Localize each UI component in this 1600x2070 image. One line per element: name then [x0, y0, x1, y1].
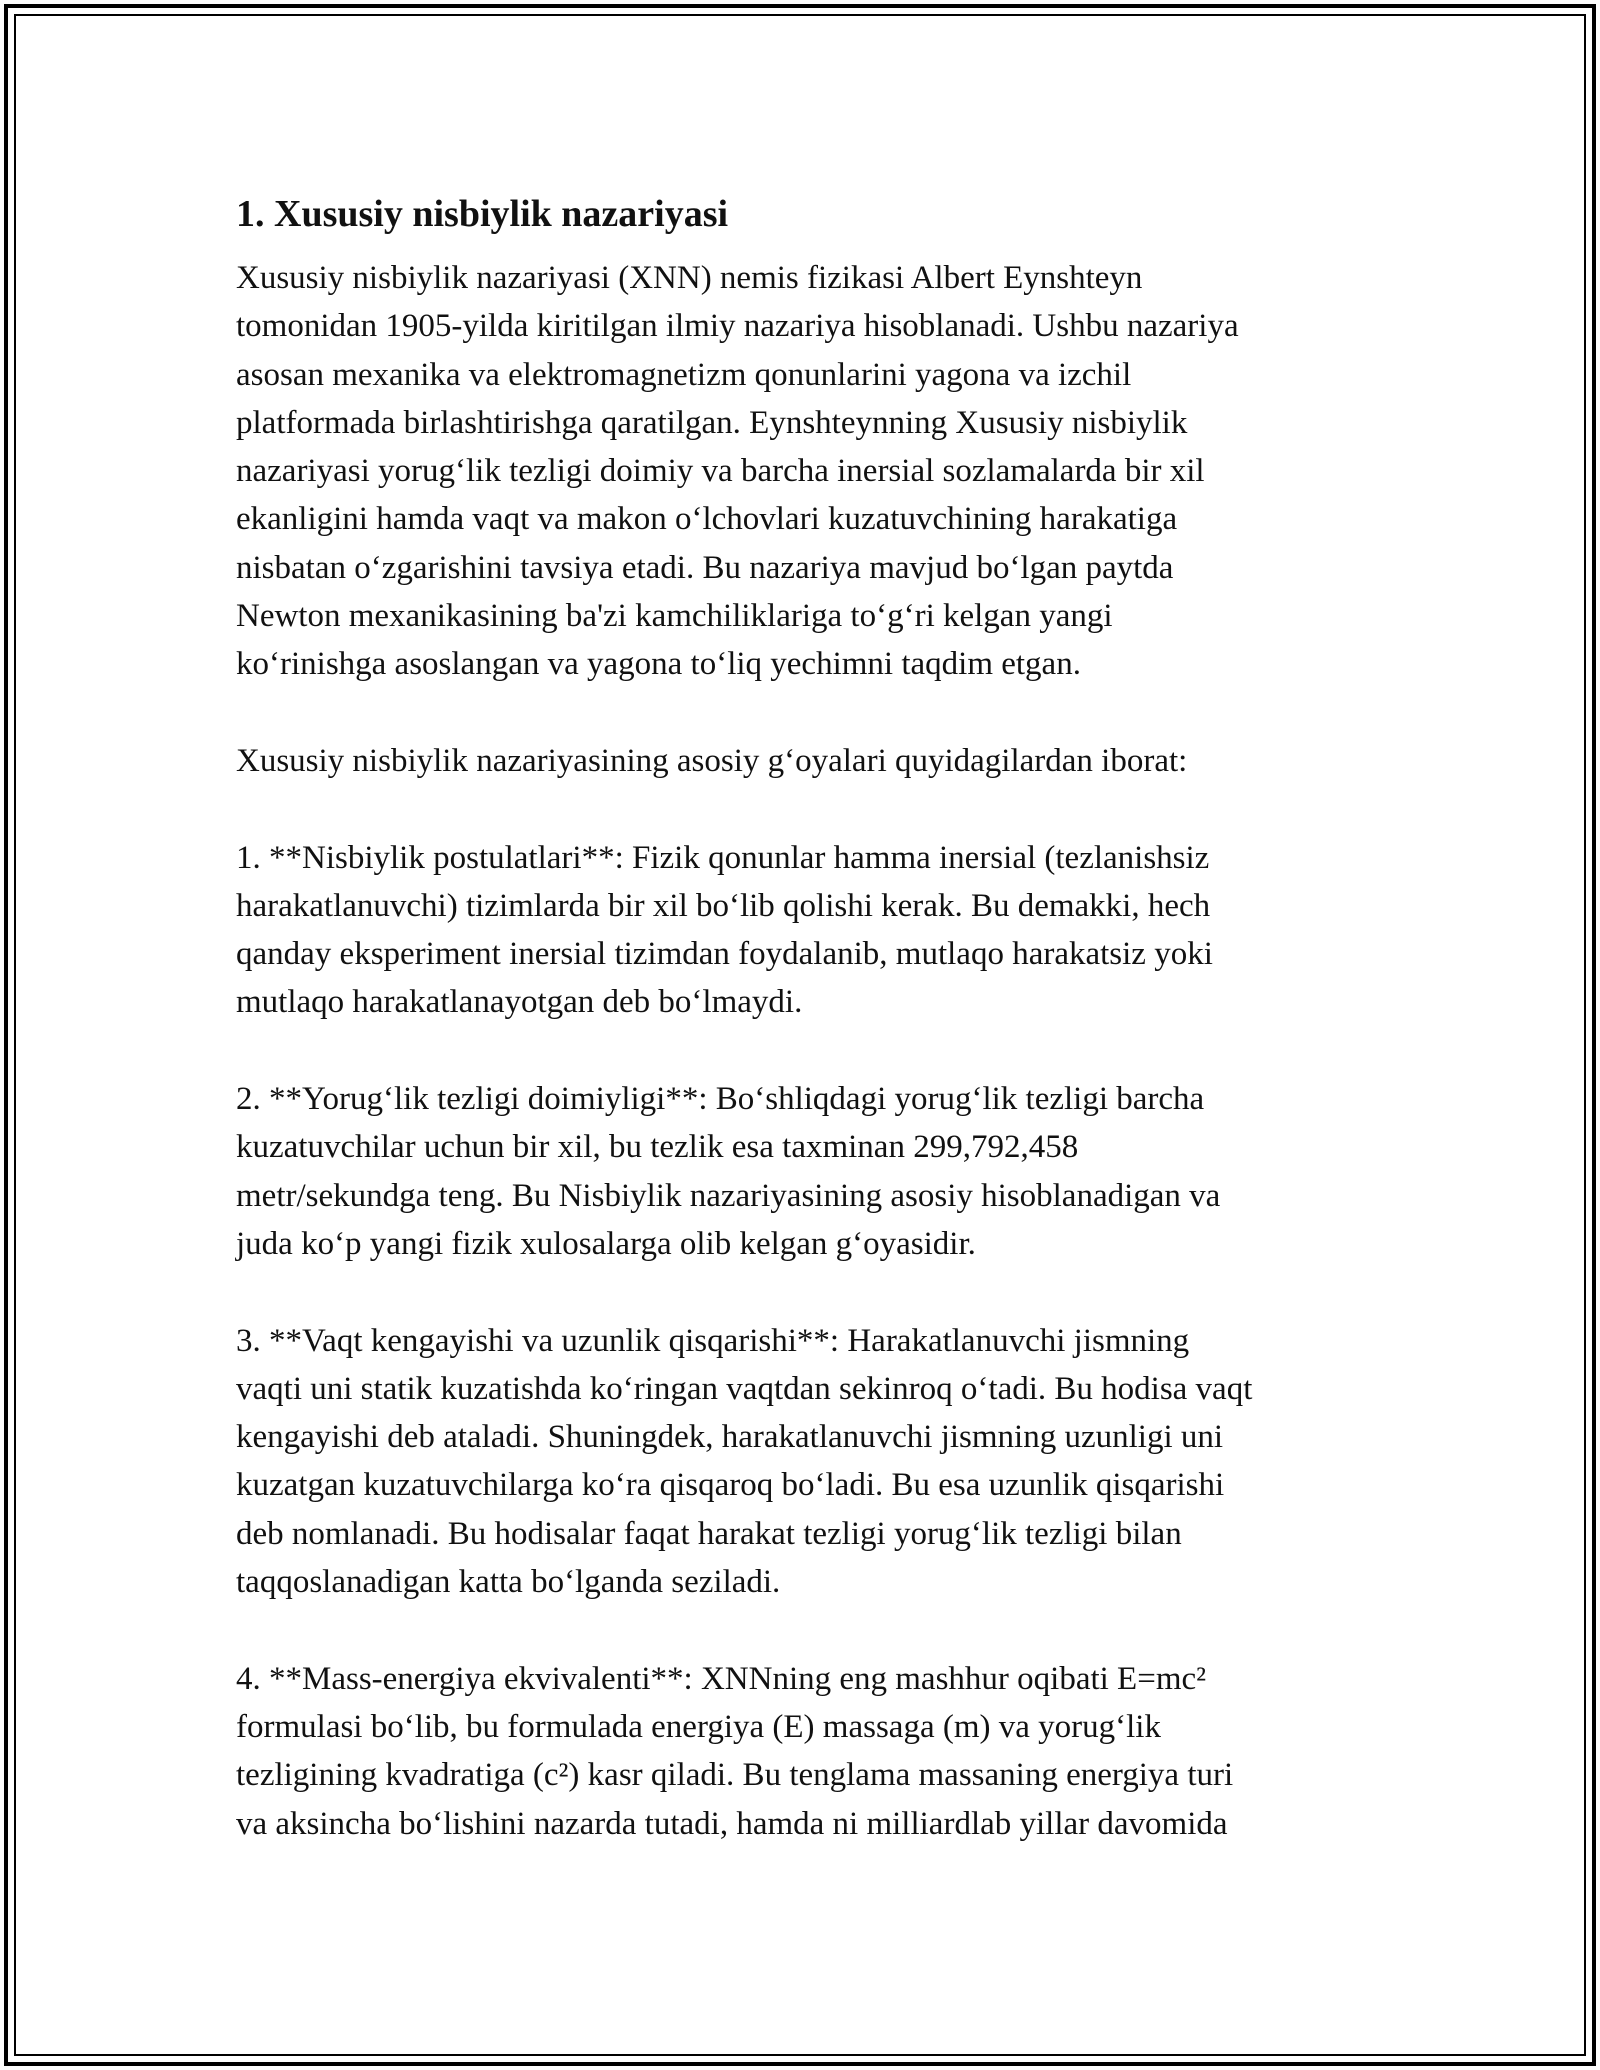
text-line: kengayishi deb ataladi. Shuningdek, harakatlanuvchi jismning uzunligi uni — [236, 1419, 1224, 1456]
list-item-4 — [236, 1655, 1376, 1848]
list-item-3 — [236, 1317, 1376, 1607]
paragraph-gap — [236, 1027, 1376, 1075]
paragraph-ideas-intro — [236, 737, 1376, 785]
text-line: Newton mexanikasining ba'zi kamchiliklariga to‘g‘ri kelgan yangi — [236, 598, 1113, 635]
text-line: tezligining kvadratiga (c²) kasr qiladi. Bu tenglama massaning energiya turi — [236, 1757, 1234, 1794]
text-line: 1. **Nisbiylik postulatlari**: Fizik qonunlar hamma inersial (tezlanishsiz — [236, 839, 1210, 876]
text-line: nisbatan o‘zgarishini tavsiya etadi. Bu nazariya mavjud bo‘lgan paytda — [236, 549, 1174, 586]
text-line: deb nomlanadi. Bu hodisalar faqat harakat tezligi yorug‘lik tezligi bilan — [236, 1515, 1182, 1552]
text-line: 2. **Yorug‘lik tezligi doimiyligi**: Bo‘shliqdagi yorug‘lik tezligi barcha — [236, 1081, 1205, 1118]
paragraph-gap — [236, 785, 1376, 833]
text-line: 3. **Vaqt kengayishi va uzunlik qisqarishi**: Harakatlanuvchi jismning — [236, 1322, 1190, 1359]
text-line: harakatlanuvchi) tizimlarda bir xil bo‘lib qolishi kerak. Bu demakki, hech — [236, 887, 1211, 924]
text-line: ekanligini hamda vaqt va makon o‘lchovlari kuzatuvchining harakatiga — [236, 501, 1178, 538]
text-line: juda ko‘p yangi fizik xulosalarga olib kelgan g‘oyasidir. — [236, 1225, 976, 1262]
text-line: formulasi bo‘lib, bu formulada energiya (E) massaga (m) va yorug‘lik — [236, 1708, 1161, 1745]
paragraph-gap — [236, 1268, 1376, 1316]
text-line: nazariyasi yorug‘lik tezligi doimiy va barcha inersial sozlamalarda bir xil — [236, 453, 1205, 490]
text-line: asosan mexanika va elektromagnetizm qonunlarini yagona va izchil — [236, 356, 1132, 393]
document-title: 1. Xususiy nisbiylik nazariyasi — [236, 193, 729, 235]
paragraph-gap — [236, 689, 1376, 737]
text-line: mutlaqo harakatlanayotgan deb bo‘lmaydi. — [236, 984, 803, 1021]
list-item-2 — [236, 1075, 1376, 1268]
text-line: va aksincha bo‘lishini nazarda tutadi, hamda ni milliardlab yillar davomida — [236, 1805, 1228, 1842]
text-line: vaqti uni statik kuzatishda ko‘ringan vaqtdan sekinroq o‘tadi. Bu hodisa vaqt — [236, 1370, 1253, 1407]
paragraph-intro — [236, 254, 1376, 689]
text-line: 4. **Mass-energiya ekvivalenti**: XNNning eng mashhur oqibati E=mc² — [236, 1660, 1207, 1697]
text-line: platformada birlashtirishga qaratilgan. Eynshteynning Xususiy nisbiylik — [236, 404, 1188, 441]
text-line: tomonidan 1905-yilda kiritilgan ilmiy nazariya hisoblanadi. Ushbu nazariya — [236, 308, 1239, 345]
text-line: Xususiy nisbiylik nazariyasining asosiy g‘oyalari quyidagilardan iborat: — [236, 742, 1188, 779]
text-line: qanday eksperiment inersial tizimdan foydalanib, mutlaqo harakatsiz yoki — [236, 936, 1213, 973]
text-line: taqqoslanadigan katta bo‘lganda seziladi. — [236, 1564, 781, 1601]
text-line: kuzatgan kuzatuvchilarga ko‘ra qisqaroq bo‘ladi. Bu esa uzunlik qisqarishi — [236, 1467, 1225, 1504]
document-page — [236, 186, 1376, 1848]
text-line: Xususiy nisbiylik nazariyasi (XNN) nemis fizikasi Albert Eynshteyn — [236, 260, 1143, 296]
text-line: ko‘rinishga asoslangan va yagona to‘liq yechimni taqdim etgan. — [236, 646, 1081, 683]
text-line: kuzatuvchilar uchun bir xil, bu tezlik esa taxminan 299,792,458 — [236, 1129, 1079, 1166]
paragraph-gap — [236, 1606, 1376, 1654]
text-line: metr/sekundga teng. Bu Nisbiylik nazariyasining asosiy hisoblanadigan va — [236, 1177, 1221, 1214]
list-item-1 — [236, 834, 1376, 1027]
